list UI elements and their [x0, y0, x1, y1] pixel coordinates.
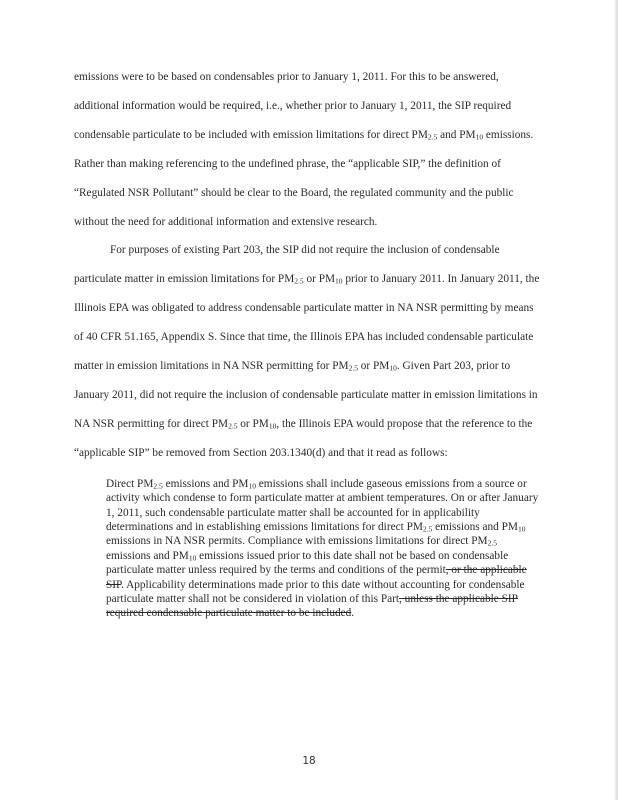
- text-run: and PM: [437, 128, 476, 141]
- text-run: emissions shall include gaseous emissions from a source or activity which condense to form particulate matter at ambient temperatures. On or after January 1, 2011, such condensable particulate matter shall be accounted for in applicability determinations and in establishing emissions limitations for direct PM: [106, 477, 539, 533]
- text-run: emissions issued prior to this date shall not be based on condensable particulate matter unless required by the terms and conditions of the permit: [106, 549, 509, 577]
- text-run: or PM: [357, 360, 390, 373]
- subscript: 2.5: [422, 524, 433, 534]
- subscript: 10: [335, 276, 343, 286]
- struck-text: , unless the applicable SIP required condensable particulate matter to be included: [106, 592, 518, 620]
- subscript: 10: [517, 524, 526, 534]
- text-run: emissions and PM: [432, 520, 518, 533]
- subscript: 2.5: [348, 363, 358, 373]
- text-run: or PM: [303, 273, 336, 286]
- subscript: 10: [475, 132, 484, 142]
- text-run: Direct PM: [106, 477, 154, 490]
- text-run: For purposes of existing Part 203, the SIP did not require the inclusion of condensable particulate matter in emission limitations for PM: [74, 244, 500, 286]
- subscript: 2.5: [487, 538, 497, 548]
- subscript: 2.5: [228, 421, 238, 431]
- text-run: prior to January 2011. In January 2011, the Illinois EPA was obligated to address condensable particulate matter in NA NSR permitting by means of 40 CFR 51.165, Appendix S. Since that time, the Illinois EPA has included condensable particulate matter in emission limitations in NA NSR permitting for PM: [74, 273, 540, 373]
- subscript: 10: [248, 481, 256, 491]
- page-number: 18: [302, 755, 316, 767]
- subscript: 2.5: [294, 276, 304, 286]
- subscript: 2.5: [427, 132, 438, 142]
- text-run: or PM: [237, 417, 269, 430]
- text-run: emissions in NA NSR permits. Compliance with emissions limitations for direct PM: [106, 535, 488, 548]
- text-run: . Applicability determinations made prior to this date without accounting for condensable particulate matter shall not be considered in violation of this Part: [106, 578, 525, 605]
- subscript: 2.5: [153, 481, 163, 491]
- text-run: emissions and PM: [162, 477, 249, 490]
- text-run: emissions. Rather than making referencing to the undefined phrase, the “applicable SIP,” the definition of “Regulated NSR Pollutant” should be clear to the Board, the regulated community and the public without the need for additional information and extensive research.: [74, 128, 534, 228]
- paragraph-existing-part-203: [74, 236, 544, 467]
- page-edge-shadow: [614, 0, 618, 800]
- subscript: 10: [188, 553, 197, 563]
- paragraph-condensables-continued: [74, 63, 544, 236]
- text-run: emissions were to be based on condensables prior to January 1, 2011. For this to be answered, additional information would be required, i.e., whether prior to January 1, 2011, the SIP required condensable particulate to be included with emission limitations for direct PM: [74, 71, 512, 141]
- text-run: emissions and PM: [106, 549, 189, 562]
- subscript: 10: [268, 421, 277, 431]
- proposed-section-text-quote: [106, 477, 542, 621]
- text-run: .: [351, 607, 355, 620]
- subscript: 10: [389, 363, 397, 373]
- page-body: [74, 63, 544, 621]
- text-run: . Given Part 203, prior to January 2011, did not require the inclusion of condensable particulate matter in emission limitations in NA NSR permitting for direct PM: [74, 360, 538, 430]
- struck-text: , or the applicable SIP: [106, 564, 527, 591]
- text-run: , the Illinois EPA would propose that the reference to the “applicable SIP” be removed from Section 203.1340(d) and that it read as follows:: [74, 417, 533, 459]
